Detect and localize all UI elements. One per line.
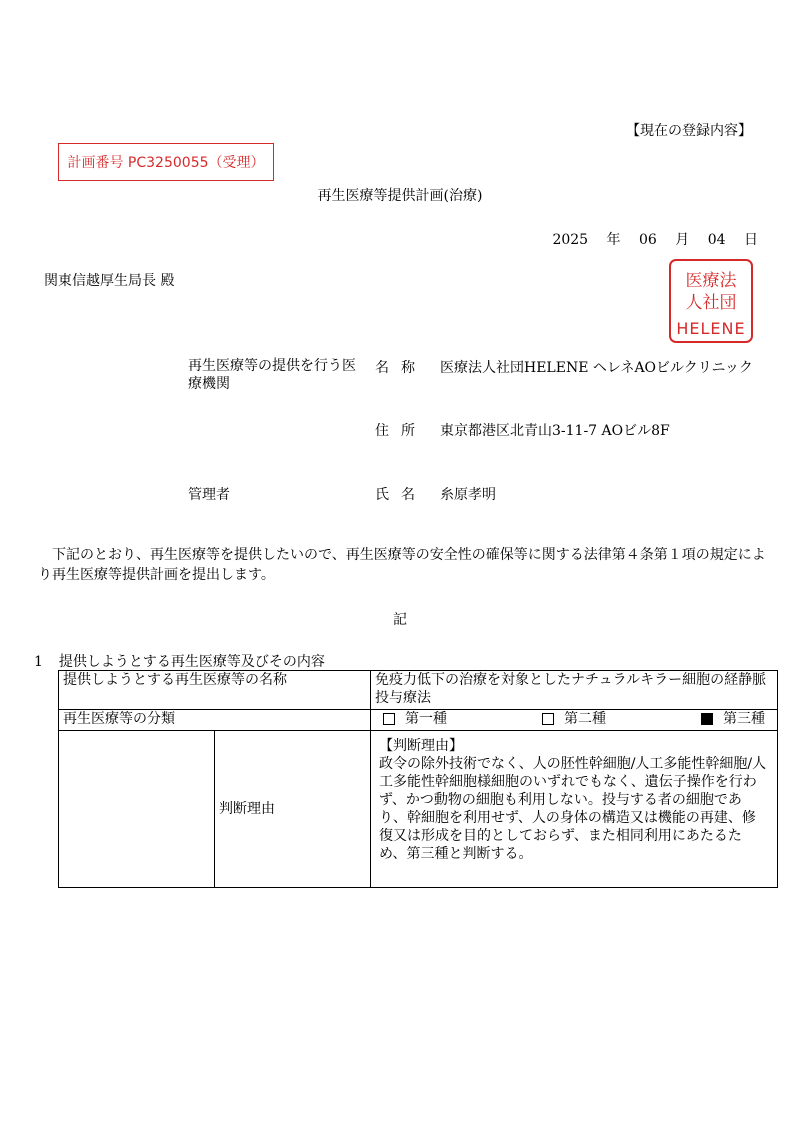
classification-label: 再生医療等の分類 <box>63 711 175 727</box>
blank-cell <box>59 731 215 888</box>
plan-number-box <box>58 143 274 181</box>
therapy-name-label: 提供しようとする再生医療等の名称 <box>63 672 287 688</box>
status-label: 【現在の登録内容】 <box>626 123 752 139</box>
body-text: 下記のとおり、再生医療等を提供したいので、再生医療等の安全性の確保等に関する法律第４条第１項の規定により再生医療等提供計画を提出します。 <box>38 547 766 583</box>
date-month: 06 <box>638 232 657 248</box>
section-heading <box>34 651 325 671</box>
classification-option[interactable] <box>383 710 447 728</box>
institution-address-key: 住所 <box>375 423 427 439</box>
classification-option-label: 第一種 <box>405 711 447 727</box>
classification-option[interactable] <box>542 710 606 728</box>
unchecked-box-icon[interactable] <box>383 713 395 725</box>
plan-number: 計画番号 PC3250055（受理） <box>67 155 265 171</box>
checked-box-icon[interactable] <box>701 713 713 725</box>
reason-cell <box>371 731 778 888</box>
institution-address-value: 東京都港区北青山3-11-7 AOビル8F <box>440 423 670 439</box>
therapy-name-value: 免疫力低下の治療を対象としたナチュラルキラー細胞の経静脈投与療法 <box>375 672 767 706</box>
institution-name-value: 医療法人社団HELENE ヘレネAOビルクリニック <box>440 360 753 376</box>
document-title: 再生医療等提供計画(治療) <box>317 188 483 204</box>
unchecked-box-icon[interactable] <box>542 713 554 725</box>
ki-heading: 記 <box>393 612 407 628</box>
table-row <box>59 671 778 710</box>
class-options-cell <box>371 710 778 731</box>
date-row <box>548 229 768 249</box>
reason-body <box>371 731 777 873</box>
svg-text:人社団: 人社団 <box>685 293 737 313</box>
reason-heading: 【判断理由】 <box>379 738 463 754</box>
content-table <box>58 670 778 888</box>
class-label-cell <box>59 710 371 731</box>
date-day: 04 <box>707 232 726 248</box>
reason-label: 判断理由 <box>219 801 275 817</box>
section-number: 1 <box>34 654 43 670</box>
manager-name-value: 糸原孝明 <box>440 487 496 503</box>
svg-text:HELENE: HELENE <box>676 319 746 338</box>
name-label-cell <box>59 671 371 710</box>
date-month-unit: 月 <box>675 232 690 248</box>
reason-label-cell <box>215 731 371 888</box>
date-year-unit: 年 <box>606 232 621 248</box>
svg-text:医療法: 医療法 <box>685 271 737 291</box>
section-title: 提供しようとする再生医療等及びその内容 <box>58 654 325 670</box>
classification-option-label: 第二種 <box>564 711 606 727</box>
manager-label: 管理者 <box>188 487 230 503</box>
table-row <box>59 731 778 888</box>
manager-name-key: 氏名 <box>375 487 427 503</box>
reason-text: 政令の除外技術でなく、人の胚性幹細胞/人工多能性幹細胞/人工多能性幹細胞様細胞のいずれでもなく、遺伝子操作を行わず、かつ動物の細胞も利用しない。投与する者の細胞であり、幹細胞を利用せず、人の身体の構造又は機能の再建、修復又は形成を目的としておらず、また相同利用にあたるため、第三種と判断する。 <box>379 756 767 862</box>
classification-option[interactable] <box>701 710 765 728</box>
name-value-cell <box>371 671 778 710</box>
classification-options <box>375 710 773 728</box>
institution-name-key: 名称 <box>375 360 427 376</box>
institution-label: 再生医療等の提供を行う医療機関 <box>188 358 356 392</box>
addressee: 関東信越厚生局長 殿 <box>44 273 175 289</box>
date-day-unit: 日 <box>744 232 758 248</box>
classification-option-label: 第三種 <box>723 711 765 727</box>
official-seal-icon <box>668 258 754 344</box>
date-year: 2025 <box>552 232 589 248</box>
table-row <box>59 710 778 731</box>
